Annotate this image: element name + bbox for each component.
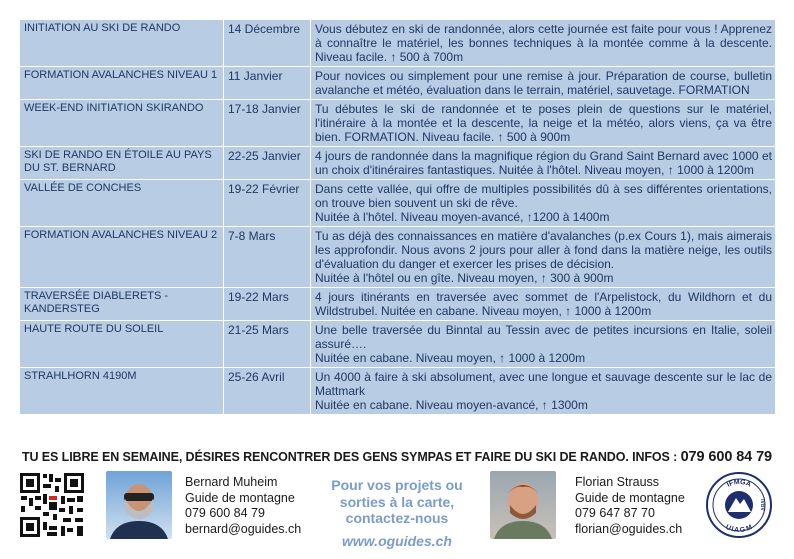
description-line: Tu débutes le ski de randonnée et te poses plein de questions sur le matériel, l'itinéraire à la montée et la descente, la neige et la météo, alors viens, ça va être bien. FORMATION. Niveau facile. ↑ 500 à 900m <box>315 102 772 144</box>
guide-name: Florian Strauss <box>575 475 660 489</box>
event-description <box>311 20 776 67</box>
description-line: Un 4000 à faire à ski absolument, avec une longue et sauvage descente sur le lac de Mattmark <box>315 370 772 398</box>
bernard-photo <box>106 471 172 539</box>
event-name: SKI DE RANDO EN ÉTOILE AU PAYS DU ST. BERNARD <box>20 147 224 180</box>
promo-line-1: Pour vos projets ou <box>331 477 463 493</box>
event-date: 14 Décembre <box>224 20 311 67</box>
qr-code-icon <box>19 472 85 538</box>
event-name: FORMATION AVALANCHES NIVEAU 1 <box>20 67 224 100</box>
guide-role: Guide de montagne <box>185 490 295 505</box>
description-line: Dans cette vallée, qui offre de multiples possibilités dû à ses différentes orientations, on trouve bien souvent un ski de rêve. <box>315 182 772 210</box>
guide-phone[interactable]: 079 647 87 70 <box>575 506 655 520</box>
event-name: FORMATION AVALANCHES NIVEAU 2 <box>20 227 224 288</box>
event-description <box>311 100 776 147</box>
table-row <box>20 67 776 100</box>
florian-photo <box>490 471 556 539</box>
table-row <box>20 288 776 321</box>
event-date: 11 Janvier <box>224 67 311 100</box>
event-name: WEEK-END INITIATION SKIRANDO <box>20 100 224 147</box>
banner-text: TU ES LIBRE EN SEMAINE, DÉSIRES RENCONTRER DES GENS SYMPAS ET FAIRE DU SKI DE RANDO. INFOS : <box>21 450 678 464</box>
description-line: Pour novices ou simplement pour une remise à jour. Préparation de course, bulletin avalanche et météo, évaluation dans le terrain, matériel, sauvetage. FORMATION <box>315 69 772 97</box>
table-row <box>20 100 776 147</box>
event-description <box>311 147 776 180</box>
event-name: VALLÉE DE CONCHES <box>20 180 224 227</box>
event-name: STRAHLHORN 4190M <box>20 368 224 415</box>
event-description <box>311 67 776 100</box>
logo-top-text: IFMGA <box>725 478 752 489</box>
guide-phone[interactable]: 079 600 84 79 <box>185 506 265 520</box>
guide-florian <box>575 475 685 537</box>
event-description <box>311 368 776 415</box>
event-date: 19-22 Février <box>224 180 311 227</box>
event-name: TRAVERSÉE DIABLERETS - KANDERSTEG <box>20 288 224 321</box>
description-line: Une belle traversée du Binntal au Tessin avec de petites incursions en Italie, soleil assuré…. <box>315 323 772 351</box>
promo-line-3: contactez-nous <box>345 510 449 526</box>
schedule-table <box>19 19 776 415</box>
event-date: 21-25 Mars <box>224 321 311 368</box>
description-line: Nuitée à l'hôtel. Niveau moyen-avancé, ↑1200 à 1400m <box>315 210 610 224</box>
event-description <box>311 227 776 288</box>
table-row <box>20 321 776 368</box>
table-row <box>20 368 776 415</box>
ifmga-logo-icon <box>706 472 772 538</box>
event-date: 17-18 Janvier <box>224 100 311 147</box>
event-name: HAUTE ROUTE DU SOLEIL <box>20 321 224 368</box>
promo-box <box>312 477 482 549</box>
event-date: 19-22 Mars <box>224 288 311 321</box>
guide-email[interactable]: florian@oguides.ch <box>575 521 683 536</box>
event-date: 25-26 Avril <box>224 368 311 415</box>
description-line: Nuitée en cabane. Niveau moyen-avancé, ↑ 1300m <box>315 398 588 412</box>
description-line: Vous débutez en ski de randonnée, alors cette journée est faite pour vous ! Apprenez à connaître le matériel, les bonnes techniques à la montée comme à la descente. Niveau facile. ↑ 500 à 700m <box>315 22 772 64</box>
website-link[interactable]: www.oguides.ch <box>342 532 452 549</box>
description-line: Nuitée en cabane. Niveau moyen, ↑ 1000 à 1200m <box>315 351 586 365</box>
guide-name: Bernard Muheim <box>185 475 278 489</box>
description-line: Nuitée à l'hôtel ou en gîte. Niveau moyen, ↑ 300 à 900m <box>315 271 614 285</box>
event-description <box>311 288 776 321</box>
guide-email[interactable]: bernard@oguides.ch <box>185 521 302 536</box>
description-line: 4 jours de randonnée dans la magnifique région du Grand Saint Bernard avec 1000 et un choix d'itinéraires fantastiques. Nuitée à l'hôtel. Niveau moyen, ↑ 1000 à 1200m <box>315 149 772 177</box>
event-date: 7-8 Mars <box>224 227 311 288</box>
banner-phone: 079 600 84 79 <box>680 449 773 465</box>
event-description <box>311 180 776 227</box>
table-row <box>20 20 776 67</box>
guide-role: Guide de montagne <box>575 490 685 505</box>
description-line: Tu as déjà des connaissances en matière d'avalanches (p.ex Cours 1), mais aimerais les approfondir. Nous avons 2 jours pour aller à fond dans la matière neige, les outils d'évaluation du danger et exercer les prises de décision. <box>315 229 772 271</box>
footer-banner <box>0 449 794 465</box>
promo-line-2: sorties à la carte, <box>339 493 455 510</box>
table-row <box>20 147 776 180</box>
guide-bernard <box>185 475 301 537</box>
event-name: INITIATION AU SKI DE RANDO <box>20 20 224 67</box>
event-description <box>311 321 776 368</box>
table-row <box>20 180 776 227</box>
table-row <box>20 227 776 288</box>
logo-right-text: IVBV <box>759 499 765 511</box>
event-date: 22-25 Janvier <box>224 147 311 180</box>
description-line: 4 jours itinérants en traversée avec sommet de l'Arpelistock, du Wildhorn et du Wildstrubel. Nuitée en cabane. Niveau moyen, ↑ 1000 à 1200m <box>315 290 772 318</box>
logo-bottom-text: UIAGM <box>724 523 754 535</box>
